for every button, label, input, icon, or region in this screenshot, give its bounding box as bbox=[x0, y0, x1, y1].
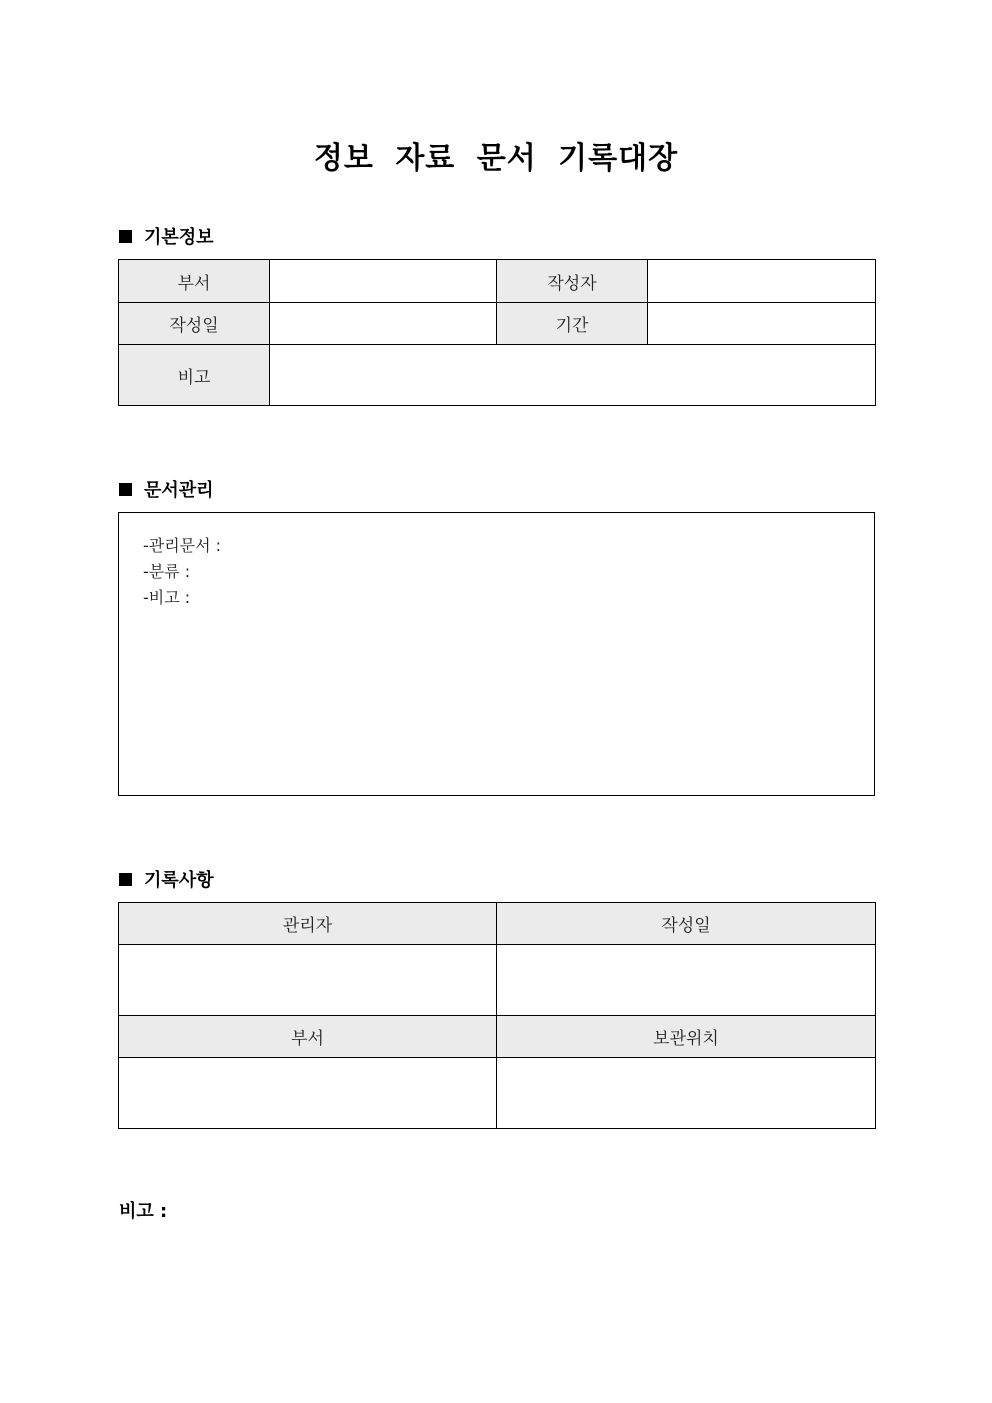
document-management-lines bbox=[143, 533, 221, 611]
author-field[interactable] bbox=[648, 260, 876, 303]
record-department-field[interactable] bbox=[119, 1058, 497, 1129]
square-bullet-icon bbox=[119, 230, 132, 243]
document-management-box[interactable] bbox=[118, 512, 875, 796]
basic-info-row bbox=[119, 345, 876, 406]
record-department-label: 부서 bbox=[119, 1016, 497, 1058]
basic-info-heading bbox=[119, 223, 214, 249]
page-title: 정보 자료 문서 기록대장 bbox=[313, 141, 679, 176]
document-management-heading bbox=[119, 476, 214, 502]
records-heading bbox=[119, 866, 214, 892]
period-label: 기간 bbox=[497, 303, 648, 345]
note-field[interactable] bbox=[270, 345, 876, 406]
manager-field[interactable] bbox=[119, 945, 497, 1016]
period-field[interactable] bbox=[648, 303, 876, 345]
square-bullet-icon bbox=[119, 483, 132, 496]
date-field[interactable] bbox=[270, 303, 497, 345]
basic-info-heading-label: 기본정보 bbox=[144, 227, 214, 248]
note-label: 비고 bbox=[119, 345, 270, 406]
managed-document-line: -관리문서 : bbox=[143, 536, 222, 555]
basic-info-table bbox=[118, 259, 876, 406]
manager-label: 관리자 bbox=[119, 903, 497, 945]
record-date-label: 작성일 bbox=[497, 903, 876, 945]
footer-remark-label: 비고 : bbox=[119, 1201, 168, 1222]
category-line: -분류 : bbox=[143, 562, 191, 581]
storage-location-field[interactable] bbox=[497, 1058, 876, 1129]
date-label: 작성일 bbox=[119, 303, 270, 345]
storage-location-label: 보관위치 bbox=[497, 1016, 876, 1058]
basic-info-row bbox=[119, 303, 876, 345]
records-value-row bbox=[119, 1058, 876, 1129]
note-line: -비고 : bbox=[143, 588, 191, 607]
square-bullet-icon bbox=[119, 873, 132, 886]
records-header-row bbox=[119, 903, 876, 945]
records-table bbox=[118, 902, 876, 1129]
department-label: 부서 bbox=[119, 260, 270, 303]
department-field[interactable] bbox=[270, 260, 497, 303]
records-value-row bbox=[119, 945, 876, 1016]
document-management-heading-label: 문서관리 bbox=[144, 480, 214, 501]
basic-info-row bbox=[119, 260, 876, 303]
author-label: 작성자 bbox=[497, 260, 648, 303]
record-date-field[interactable] bbox=[497, 945, 876, 1016]
records-header-row bbox=[119, 1016, 876, 1058]
records-heading-label: 기록사항 bbox=[144, 870, 214, 891]
